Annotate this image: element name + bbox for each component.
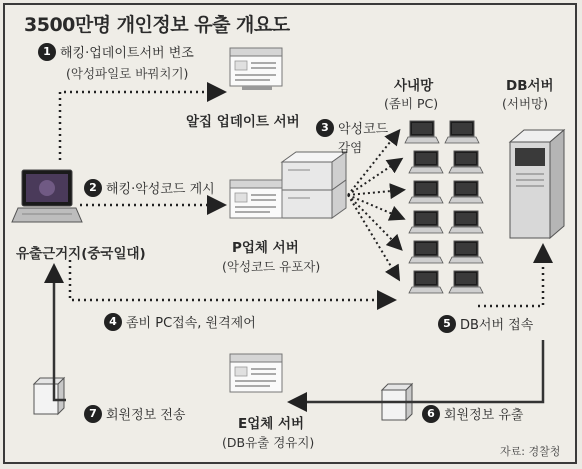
step-6-label: 6 회원정보 유출 bbox=[422, 404, 523, 423]
origin-label: 유출근거지(중국일대) bbox=[16, 246, 146, 262]
step-3-sub: 감염 bbox=[338, 140, 363, 155]
step-3-label: 3 악성코드 bbox=[316, 118, 388, 137]
p-server-sub: (악성코드 유포자) bbox=[222, 259, 321, 274]
step-2-label: 2 해킹·악성코드 게시 bbox=[84, 178, 215, 197]
diagram-title: 3500만명 개인정보 유출 개요도 bbox=[24, 14, 290, 36]
p-server-icon bbox=[230, 152, 346, 218]
intranet-sub: (좀비 PC) bbox=[384, 96, 439, 111]
relay-device-left-icon bbox=[34, 378, 64, 414]
e-server-icon bbox=[230, 354, 282, 392]
e-server-label: E업체 서버 bbox=[238, 416, 305, 432]
origin-laptop-icon bbox=[12, 170, 82, 222]
step-1-sub: (악성파일로 바꿔치기) bbox=[66, 66, 189, 81]
step-7-label: 7 회원정보 전송 bbox=[84, 404, 185, 423]
e-server-sub: (DB유출 경유지) bbox=[222, 435, 315, 450]
intranet-label: 사내망 bbox=[394, 78, 434, 94]
p-server-label: P업체 서버 bbox=[232, 240, 299, 256]
step-4-label: 4 좀비 PC접속, 원격제어 bbox=[104, 312, 256, 331]
arrow-step-5 bbox=[478, 248, 543, 306]
db-server-sub: (서버망) bbox=[502, 96, 548, 111]
arrow-step-6 bbox=[292, 340, 543, 402]
source-credit: 자료: 경찰청 bbox=[500, 445, 561, 458]
alzip-server-label: 알집 업데이트 서버 bbox=[186, 114, 300, 130]
zombie-pc-grid bbox=[405, 121, 483, 293]
alzip-server-icon bbox=[230, 48, 282, 90]
step-1-label: 1 해킹·업데이트서버 변조 bbox=[38, 42, 194, 61]
db-server-label: DB서버 bbox=[506, 78, 554, 94]
step-5-label: 5 DB서버 접속 bbox=[438, 314, 533, 333]
db-server-icon bbox=[510, 130, 564, 238]
